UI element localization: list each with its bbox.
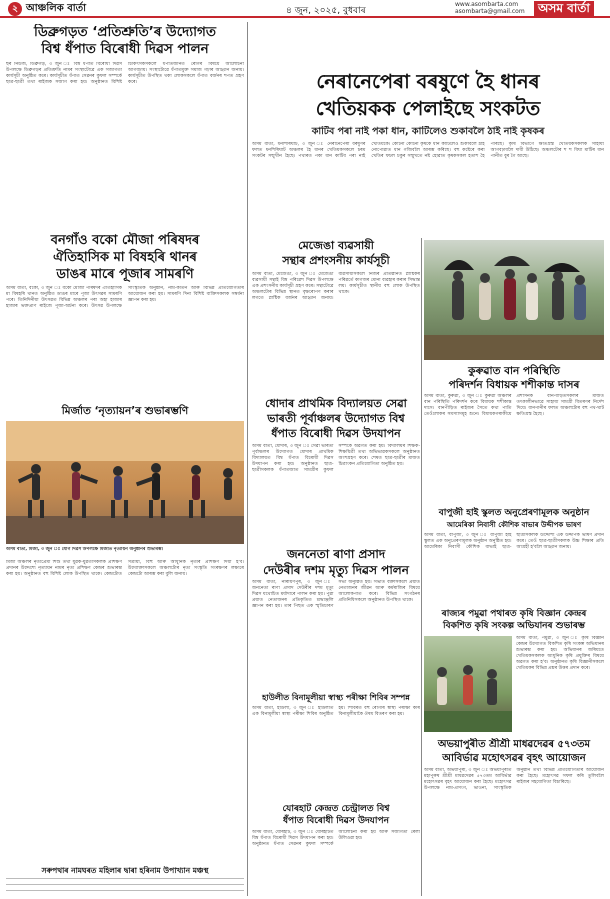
people-in-field-illustration: [424, 636, 512, 732]
issue-date: ৪ জুন, ২০২৫, বুধবাৰ: [286, 6, 366, 16]
story-body: অসম বাৰ্তা, পমুৱা, ৩ জুন ঃ কৃষি বিজ্ঞান কেন্দ্ৰৰ উদ্যোগত বিকশিত কৃষি সংকল্প অভিযানৰ শুভাৰম্ভ কৰা হয়। অভিযানৰ জৰিয়তে খেতিয়কসকলক আধুনিক কৃষি প্ৰযুক্তিৰ বিষয়ে অৱগত কৰা হ'ব। অনুষ্ঠানত কৃষি বিজ্ঞানীসকলে খেতিয়কৰ বিভিন্ন প্ৰশ্নৰ উত্তৰ প্ৰদান কৰে।: [516, 636, 604, 671]
column-divider: [247, 22, 248, 896]
email-text: asombarta@gmail.com: [455, 8, 525, 15]
headline: মেজেঙা ব্যৱসায়ী সন্থাৰ প্ৰশংসনীয় কাৰ্যসূচী: [282, 239, 390, 267]
headline: ডিব্ৰুগড়ত ‘প্ৰতিশ্ৰুতি’ৰ উদ্যোগত বিশ্ব ধঁপাত বিৰোধী দিৱস পালন: [33, 24, 217, 57]
headline: ৰাজ্যৰ পমুৱা পথাৰত কৃষি বিজ্ঞান কেন্দ্ৰৰ বিকশিত কৃষি সংকল্প অভিযানৰ শুভাৰম্ভ: [441, 609, 587, 631]
column-divider: [421, 238, 422, 896]
headline: কুৰুৱাত বান পৰিস্থিতি পৰিদৰ্শন বিধায়ক শশীকান্ত দাসৰ: [448, 365, 580, 391]
story-body: মিৰ্জা অঞ্চলৰ নৃত্যপ্ৰেমী শিশু তথা যুৱক-যুৱতীসকলক প্ৰশিক্ষণ প্ৰদানৰ উদ্দেশ্যে নৃত্যায়ন নামৰ নৃত্য প্ৰশিক্ষণ কেন্দ্ৰৰ শুভাৰম্ভ কৰা হয়। অনুষ্ঠানত বহু বিশিষ্ট লোক উপস্থিত থাকে। কেন্দ্ৰটোত সত্ৰীয়া, বিহু আৰু আধুনিক নৃত্যৰ প্ৰশিক্ষণ দিয়া হ'ব। উদ্যোক্তাসকলে অঞ্চলটোৰ নৃত্য সংস্কৃতি সংৰক্ষণৰ লক্ষ্যৰে কেন্দ্ৰটো আৰম্ভ কৰা বুলি জনায়।: [6, 560, 244, 577]
story-body: অসম বাৰ্তা, বকো, ৩ জুন ঃ বকো মৌজা পৰিষদৰ ঐতিহাসিক মা বিষহৰি থানত অনুষ্ঠিত ডাঙৰ মাৰে পূজা উৎসৱৰ সামৰণি পৰে। তিনিদিনীয়া উৎসৱত বিভিন্ন অঞ্চলৰ পৰা অহা হাজাৰ হাজাৰ ভক্তপ্ৰাণ ৰাইজে পূজা-অৰ্চনা কৰে। উৎসৱ উপলক্ষে সাংস্কৃতিক অনুষ্ঠান, নাম-কীৰ্তন আৰু বিভিন্ন প্ৰতিযোগিতাৰ আয়োজন কৰা হয়। সামৰণি দিনা বিশিষ্ট ব্যক্তিসকলক সম্বৰ্ধনা জ্ঞাপন কৰা হয়।: [6, 286, 244, 309]
headline: জননেতা ৰাণা প্ৰসাদ দেউৰীৰ দশম মৃত্যু দিৱস পালন: [263, 547, 409, 577]
headline: বাপুজী হাই স্কুলত অনুপ্ৰেৰণামূলক অনুষ্ঠান আমেৰিকা নিবাসী কৌশিক বাভাৰ উদ্দীপক ভাষণ: [438, 508, 590, 529]
contact-info: [455, 1, 525, 15]
headline: অভয়াপুৰীত শ্ৰীশ্ৰী মাধৱদেৱৰ ৫৭৩তম আবিৰ্ভাৱ মহোৎসৱৰ বৃহৎ আয়োজন: [437, 739, 591, 764]
story-body: ছৰ নিউজ, ডিব্ৰুগড়, ৩ জুন ঃ বিশ্ব ধঁপাত বিৰোধী দিৱস উপলক্ষে ডিব্ৰুগড়ৰ প্ৰতিশ্ৰুতি নামৰ সংস্থাটোৱে এক সজাগতা কাৰ্যসূচী অনুষ্ঠিত কৰে। কাৰ্যসূচীত ধঁপাত সেৱনৰ কুফল সম্পৰ্কে ছাত্ৰ-ছাত্ৰী তথা ৰাইজক সজাগ কৰা হয়। অনুষ্ঠানত বিশিষ্ট চিকিৎসকসকলে ধঁপাতজনিত ৰোগৰ বিষয়ে আলোচনা আগবঢ়ায়। সংস্থাটোৱে ধঁপাতমুক্ত সমাজ গঢ়াৰ আহ্বান জনায়। কাৰ্যসূচীত উপস্থিত থকা লোকসকলে ধঁপাত বৰ্জনৰ শপত গ্ৰহণ কৰে।: [6, 62, 244, 85]
story-body: অসম বাৰ্তা, কুৰুৱা, ৩ জুন ঃ কুৰুৱা অঞ্চলৰ বান পৰিস্থিতি পৰিদৰ্শন কৰে বিধায়ক শশীকান্ত দাসে। বানপীড়িত ৰাইজৰ সৈতে কথা পাতি তেওঁলোকৰ সমস্যাসমূহ শুনে। বিধায়কগৰাকীয়ে প্ৰশাসনক বানপীড়িতসকলৰ মাজত তৎকালীনভাৱে সাহায্য সামগ্ৰী বিতৰণৰ নিৰ্দেশ দিয়ে। বানপানীৰ ফলত অঞ্চলটোৰ বহু পথ-ঘাট ক্ষতিগ্ৰস্ত হৈছে।: [424, 394, 604, 417]
umbrella-protest-photo: [424, 240, 604, 360]
website-text: www.asombarta.com: [455, 1, 519, 8]
crowd-with-umbrellas-illustration: [424, 240, 604, 360]
photo-caption: অসম বাৰ্তা, মিৰ্জা, ৩ জুন ঃ যোগ দিৱস উপলক্ষে মিৰ্জাত নৃত্যায়ন অনুষ্ঠানৰ শুভাৰম্ভ।: [6, 547, 164, 552]
section-label: আঞ্চলিক বাৰ্তা: [26, 3, 87, 14]
story-body: অসম বাৰ্তা, নাৰায়ণপুৰ, ৩ জুন ঃ জননেতা ৰাণা প্ৰসাদ দেউৰীৰ দশম মৃত্যু দিৱস যথোচিত মৰ্যাদাৰে পালন কৰা হয়। পুৱা প্ৰয়াত নেতাজনৰ প্ৰতিকৃতিত শ্ৰদ্ধাঞ্জলি জ্ঞাপন কৰা হয়। তাৰ পিছত এক স্মৃতিচাৰণ সভা অনুষ্ঠিত হয়। সভাত বক্তাসকলে প্ৰয়াত নেতাজনৰ জীৱন আৰু কৰ্মৰাজিৰ বিষয়ে আলোকপাত কৰে। বিভিন্ন সংগঠনৰ প্ৰতিনিধিসকলে অনুষ্ঠানত উপস্থিত থাকে।: [252, 580, 420, 609]
yoga-class-photo: [6, 421, 244, 544]
subheadline: কাটিব পৰা নাই পকা ধান, কাটিলেও শুকাবলৈ ঠাই নাই কৃষকৰ: [311, 126, 545, 137]
story-body: অসম বাৰ্তা, মেজেঙা, ৩ জুন ঃ মেজেঙা ব্যৱসায়ী সন্থাই বিশ্ব পৰিৱেশ দিৱস উপলক্ষে এক প্ৰশংসনীয় কাৰ্যসূচী গ্ৰহণ কৰে। সন্থাটোৱে অঞ্চলটোৰ বিভিন্ন স্থানত বৃক্ষৰোপণ কৰাৰ লগতে প্লাষ্টিক বৰ্জনৰ আহ্বান জনায়। ব্যৱসায়ীসকলে নিজৰ প্ৰতিষ্ঠানত প্লাষ্টিকৰ পৰিৱৰ্তে কাগজৰ মোনা ব্যৱহাৰ কৰাৰ সিদ্ধান্ত লয়। কাৰ্যসূচীত স্থানীয় বহু লোক উপস্থিত থাকে।: [252, 272, 420, 301]
story-body: অসম বাৰ্তা, হাউলী, ৩ জুন ঃ হাউলীত এক বিনামূলীয়া স্বাস্থ্য পৰীক্ষা শিবিৰ অনুষ্ঠিত হয়। শিবিৰত বহু ৰোগীৰ স্বাস্থ্য পৰীক্ষা কৰি বিনামূলীয়াকৈ ঔষধ বিতৰণ কৰা হয়।: [252, 706, 420, 717]
headline: মিৰ্জাত ‘নৃত্যায়ন’ৰ শুভাৰম্ভণি: [6, 404, 244, 418]
page-number: ২: [8, 2, 22, 16]
story-body-snippet: [6, 878, 244, 896]
story-body: অসম বাৰ্তা, যোৰহাট, ৩ জুন ঃ যোৰহাটত বিশ্ব ধঁপাত বিৰোধী দিৱস উদযাপন কৰা হয়। অনুষ্ঠানত ধঁপাত সেৱনৰ কুফল সম্পৰ্কে আলোচনা কৰা হয় আৰু সজাগতা ৰেলী উলিওৱা হয়।: [252, 830, 420, 847]
headline: সৰুপথাৰ নামঘৰত মহিলাৰ দ্বাৰা হৰিনাম উপাখ্যান মঞ্চস্থ: [41, 866, 209, 875]
headline: ধোদাৰ প্ৰাথমিক বিদ্যালয়ত সেৱা ভাৰতী পূৰ্বাঞ্চলৰ উদ্যোগত বিশ্ব ধঁপাত বিৰোধী দিৱস উদযাপন: [265, 397, 407, 440]
headline: নেৰানেপেৰা বৰষুণে হৈ ধানৰ খেতিয়কক পেলাইছে সংকটত: [315, 70, 541, 120]
story-body: অসম বাৰ্তা, ধনশিৰিঘাট, ৩ জুন ঃ নেৰানেপেৰা বৰষুণৰ ফলত ধনশিৰিঘাট অঞ্চলৰ হৈ ধানৰ খেতিয়কসকলে চৰম সংকটৰ সন্মুখীন হৈছে। পথাৰত পকা ধান কাটিব পৰা নাই খেতিয়কে। কোনো কোনো কৃষকে ধান কাটিলেও শুকাবলৈ ঠাই নোপোৱাত ধান গজিবলৈ আৰম্ভ কৰিছে। বহু কষ্টেৰে কৰা খেতিৰ ফচল চকুৰ সন্মুখতে নষ্ট হোৱাত কৃষকসকল হতাশ হৈ পৰিছে। কৃষি বিভাগে ক্ষতিগ্ৰস্ত খেতিয়কসকলক সাহায্য আগবঢ়াবলৈ দাবী উঠিছে। অঞ্চলটোৰ শ শ বিঘা মাটিৰ ধান পানীত বুৰ গৈ আছে।: [252, 142, 604, 159]
story-body: অসম বাৰ্তা, বাপুজী, ৩ জুন ঃ বাপুজী হাই স্কুলত এক অনুপ্ৰেৰণামূলক অনুষ্ঠান অনুষ্ঠিত হয়। আমেৰিকা নিবাসী কৌশিক বাভাই ছাত্ৰ-ছাত্ৰীসকলক উদ্দেশ্যি এক উদ্দীপক ভাষণ প্ৰদান কৰে। তেওঁ ছাত্ৰ-ছাত্ৰীসকলক উচ্চ শিক্ষাৰ প্ৰতি আগ্ৰহী হ'বলৈ আহ্বান জনায়।: [424, 533, 604, 550]
newspaper-logo: অসম বাৰ্তা: [534, 1, 594, 16]
farm-meeting-photo: [424, 636, 512, 732]
page-header: [0, 0, 610, 18]
story-body: অসম বাৰ্তা, অভয়াপুৰী, ৩ জুন ঃ অভয়াপুৰীত মহাপুৰুষ শ্ৰীশ্ৰী মাধৱদেৱৰ ৫৭৩তম আবিৰ্ভাৱ মহোৎসৱৰ বৃহৎ আয়োজন কৰা হৈছে। মহোৎসৱ উপলক্ষে নাম-প্ৰসংগ, ভাওনা, সাংস্কৃতিক অনুষ্ঠান তথা বিভিন্ন প্ৰতিযোগিতাৰ আয়োজন কৰা হৈছে। মহোৎসৱ সফল কৰি তুলিবলৈ ৰাইজৰ সহযোগিতা বিচাৰিছে।: [424, 768, 604, 791]
headline: বনগাঁও বকো মৌজা পৰিষদৰ ঐতিহাসিক মা বিষহৰি থানৰ ডাঙৰ মাৰে পূজাৰ সামৰণি: [50, 233, 200, 282]
yoga-figures-illustration: [6, 421, 244, 544]
headline: হাউলীত বিনামূলীয়া স্বাস্থ্য পৰীক্ষা শিবিৰ সম্পন্ন: [262, 693, 410, 702]
story-body: অসম বাৰ্তা, ধোদাৰ, ৩ জুন ঃ সেৱা ভাৰতী পূৰ্বাঞ্চলৰ উদ্যোগত ধোদাৰ প্ৰাথমিক বিদ্যালয়ত বিশ্ব ধঁপাত বিৰোধী দিৱস উদযাপন কৰা হয়। অনুষ্ঠানত ছাত্ৰ-ছাত্ৰীসকলক ধঁপাতজাত সামগ্ৰীৰ কুফল সম্পৰ্কে অৱগত কৰা হয়। বিদ্যালয়ৰ শিক্ষক-শিক্ষয়িত্ৰী তথা অভিভাৱকসকলে অনুষ্ঠানত অংশগ্ৰহণ কৰে। শেষত ছাত্ৰ-ছাত্ৰীৰ মাজত চিত্ৰাংকন প্ৰতিযোগিতা অনুষ্ঠিত হয়।: [252, 444, 420, 473]
headline: যোৰহাট কেন্দ্ৰত চেন্ট্ৰালত বিশ্ব ধঁপাত বিৰোধী দিৱস উদযাপন: [282, 804, 390, 826]
